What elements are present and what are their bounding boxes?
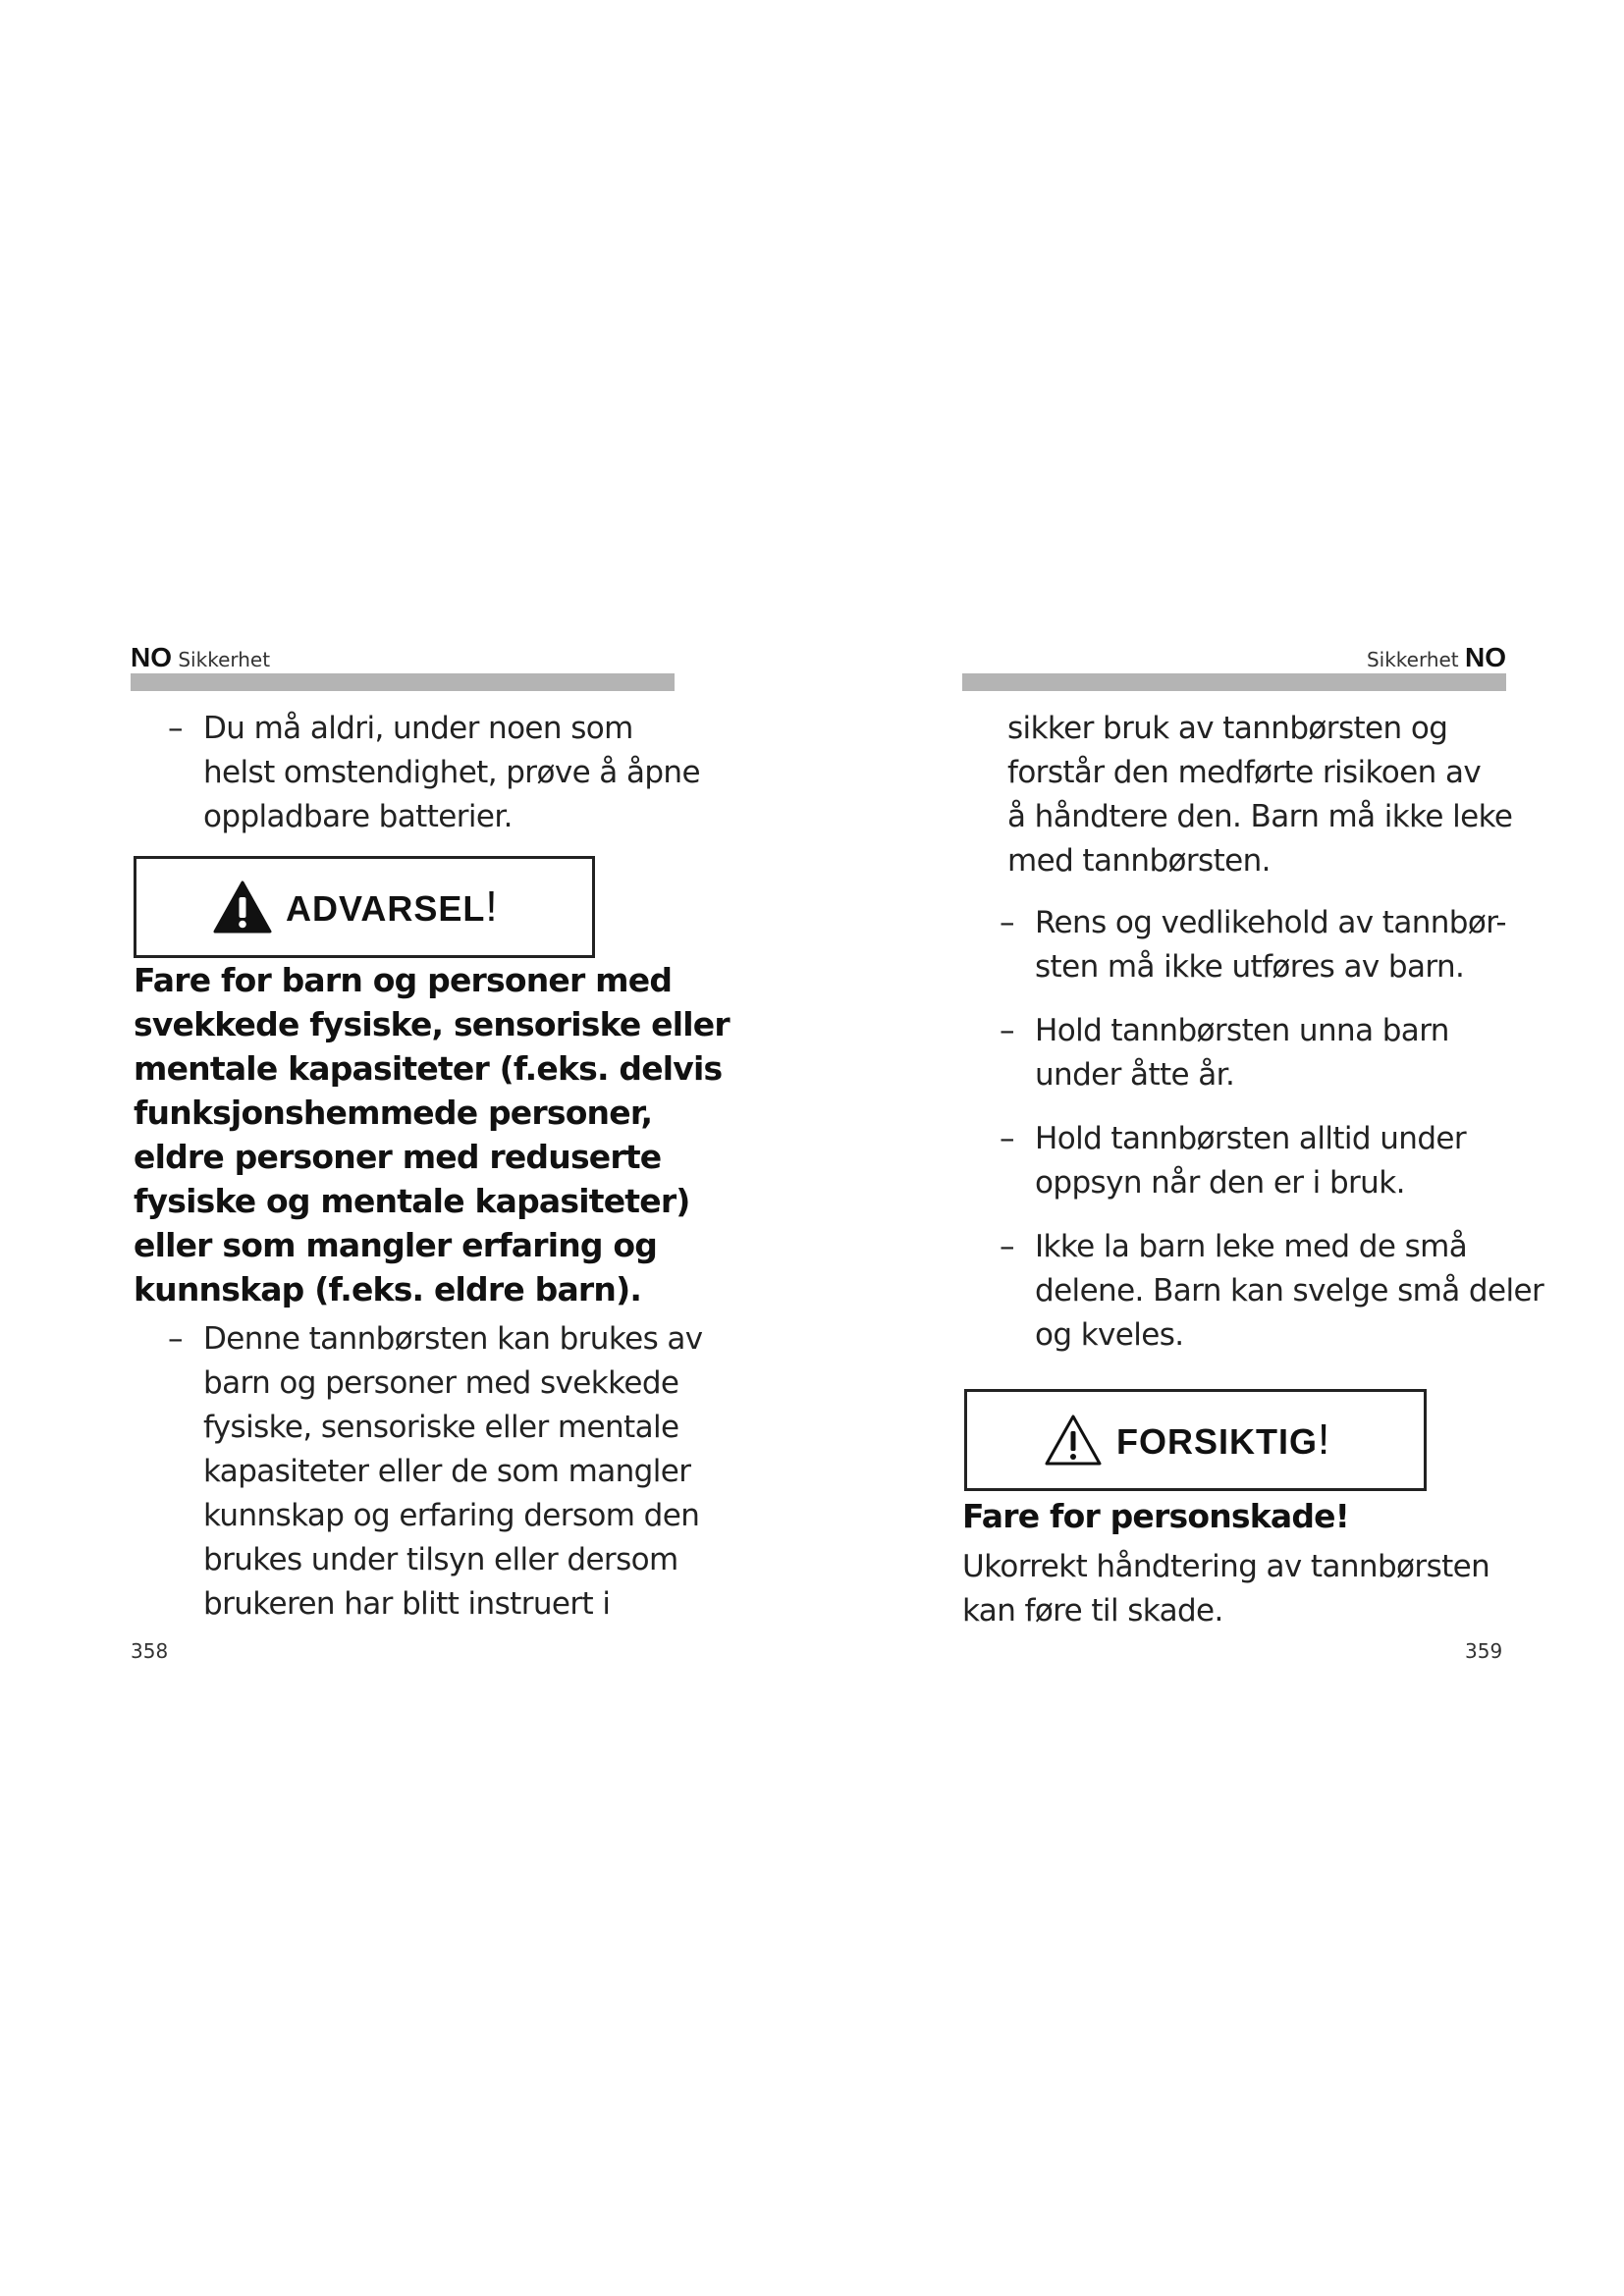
warning-text <box>134 958 730 1311</box>
text-line: kan føre til skade. <box>962 1593 1223 1629</box>
caution-heading: Fare for personskade! <box>962 1497 1350 1535</box>
children-safety-list <box>1000 901 1543 1377</box>
dash: – <box>1000 1013 1014 1048</box>
language-code: NO <box>1465 642 1506 672</box>
text-line: svekkede fysiske, sensoriske eller <box>134 1005 730 1043</box>
text-line: sikker bruk av tannbørsten og <box>1007 711 1448 746</box>
dash: – <box>168 711 183 746</box>
list-item: – Rens og vedlikehold av tannbør- sten må ikke utføres av barn. <box>1000 901 1543 989</box>
page-header <box>962 642 1506 677</box>
language-code: NO <box>131 642 172 672</box>
warning-triangle-icon <box>213 881 272 934</box>
text-line: Ukorrekt håndtering av tannbørsten <box>962 1549 1490 1584</box>
dash: – <box>1000 905 1014 940</box>
continuation-text <box>1007 707 1512 883</box>
text-line: barn og personer med svekkede <box>203 1365 679 1401</box>
caution-label: FORSIKTIG! <box>1116 1415 1331 1464</box>
text-line: forstår den medførte risikoen av <box>1007 755 1482 790</box>
text-line: brukeren har blitt instruert i <box>203 1586 611 1622</box>
header-rule <box>962 673 1506 691</box>
text-line: eller som mangler erfaring og <box>134 1226 658 1264</box>
left-page <box>131 628 730 1669</box>
text-line: å håndtere den. Barn må ikke leke <box>1007 799 1513 834</box>
caution-triangle-icon <box>1044 1414 1103 1467</box>
page-number: 358 <box>131 1639 169 1663</box>
text-line: kapasiteter eller de som mangler <box>203 1454 691 1489</box>
intro-item <box>168 707 700 839</box>
list-item: – Ikke la barn leke med de små delene. Barn kan svelge små deler og kveles. <box>1000 1225 1543 1358</box>
header-rule <box>131 673 675 691</box>
text-line: Du må aldri, under noen som <box>203 711 633 746</box>
text-line: helst omstendighet, prøve å åpne <box>203 755 700 790</box>
dash: – <box>168 1321 183 1357</box>
text-line: kunnskap og erfaring dersom den <box>203 1498 700 1533</box>
text-line: Fare for barn og personer med <box>134 961 673 999</box>
text-line: mentale kapasiteter (f.eks. delvis <box>134 1049 723 1088</box>
dash: – <box>1000 1121 1014 1156</box>
text-line: med tannbørsten. <box>1007 843 1271 879</box>
section-title: Sikkerhet <box>1366 648 1459 671</box>
list-item: – Hold tannbørsten alltid under oppsyn når den er i bruk. <box>1000 1117 1543 1205</box>
right-page <box>962 628 1544 1669</box>
text-line: brukes under tilsyn eller dersom <box>203 1542 678 1577</box>
page-number: 359 <box>1465 1639 1503 1663</box>
text-line: kunnskap (f.eks. eldre barn). <box>134 1270 642 1308</box>
warning-label: ADVARSEL! <box>286 882 499 931</box>
text-line: oppladbare batterier. <box>203 799 513 834</box>
page-header <box>131 642 675 677</box>
warning-box <box>134 856 595 958</box>
text-line: eldre personer med reduserte <box>134 1138 662 1176</box>
text-line: fysiske, sensoriske eller mentale <box>203 1410 679 1445</box>
text-line: Denne tannbørsten kan brukes av <box>203 1321 703 1357</box>
caution-box <box>964 1389 1427 1491</box>
text-line: fysiske og mentale kapasiteter) <box>134 1182 690 1220</box>
children-item <box>168 1317 703 1627</box>
dash: – <box>1000 1229 1014 1264</box>
text-line: funksjonshemmede personer, <box>134 1094 653 1132</box>
list-item: – Hold tannbørsten unna barn under åtte år. <box>1000 1009 1543 1097</box>
caution-text <box>962 1545 1489 1633</box>
section-title: Sikkerhet <box>178 648 271 671</box>
